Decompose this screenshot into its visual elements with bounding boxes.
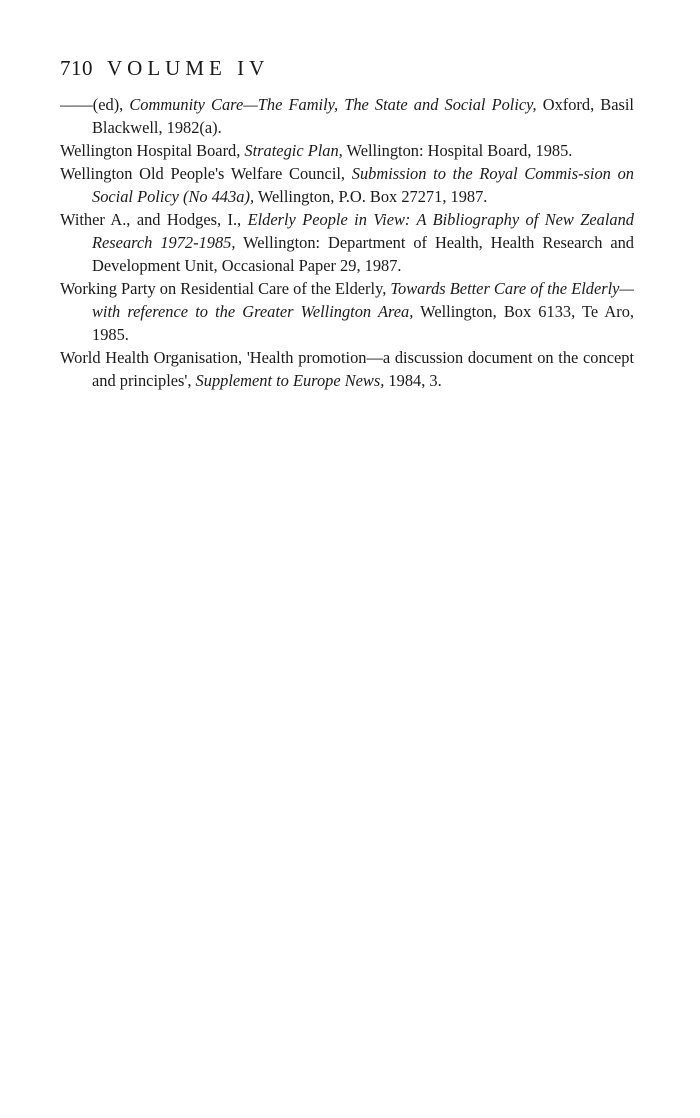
reference-text: Wither A., and Hodges, I., <box>60 210 248 229</box>
reference-entry <box>60 162 634 208</box>
reference-text: ——(ed), <box>60 95 130 114</box>
reference-title: Community Care—The Family, The State and Social Policy, <box>129 95 537 114</box>
running-title: VOLUME IV <box>107 56 270 80</box>
reference-title: Strategic Plan, <box>244 141 343 160</box>
reference-text: World Health Organisation, 'Health promotion—a discussion document on the concept and principles', <box>60 348 634 390</box>
reference-entry <box>60 208 634 277</box>
reference-text: Oxford, Basil Blackwell, 1982(a). <box>92 95 634 137</box>
reference-text: Wellington: Department of Health, Health Research and Development Unit, Occasional Paper 29, 1987. <box>92 233 634 275</box>
page-number: 710 <box>60 56 93 80</box>
reference-text: Wellington, Box 6133, Te Aro, 1985. <box>92 302 634 344</box>
reference-text: 1984, 3. <box>384 371 442 390</box>
reference-list <box>60 93 634 392</box>
reference-entry <box>60 277 634 346</box>
reference-text: Wellington: Hospital Board, 1985. <box>342 141 573 160</box>
page <box>60 56 634 392</box>
reference-entry <box>60 346 634 392</box>
page-header <box>60 56 634 81</box>
reference-title: Elderly People in View: A Bibliography of New Zealand Research 1972-1985, <box>92 210 634 252</box>
reference-text: Wellington Old People's Welfare Council, <box>60 164 352 183</box>
reference-entry <box>60 93 634 139</box>
reference-title: Submission to the Royal Commis-sion on Social Policy (No 443a), <box>92 164 634 206</box>
reference-text: Wellington, P.O. Box 27271, 1987. <box>254 187 488 206</box>
reference-text: Working Party on Residential Care of the Elderly, <box>60 279 391 298</box>
reference-title: Towards Better Care of the Elderly—with reference to the Greater Wellington Area, <box>92 279 635 321</box>
reference-title: Supplement to Europe News, <box>195 371 385 390</box>
reference-text: Wellington Hospital Board, <box>60 141 245 160</box>
reference-entry <box>60 139 634 162</box>
